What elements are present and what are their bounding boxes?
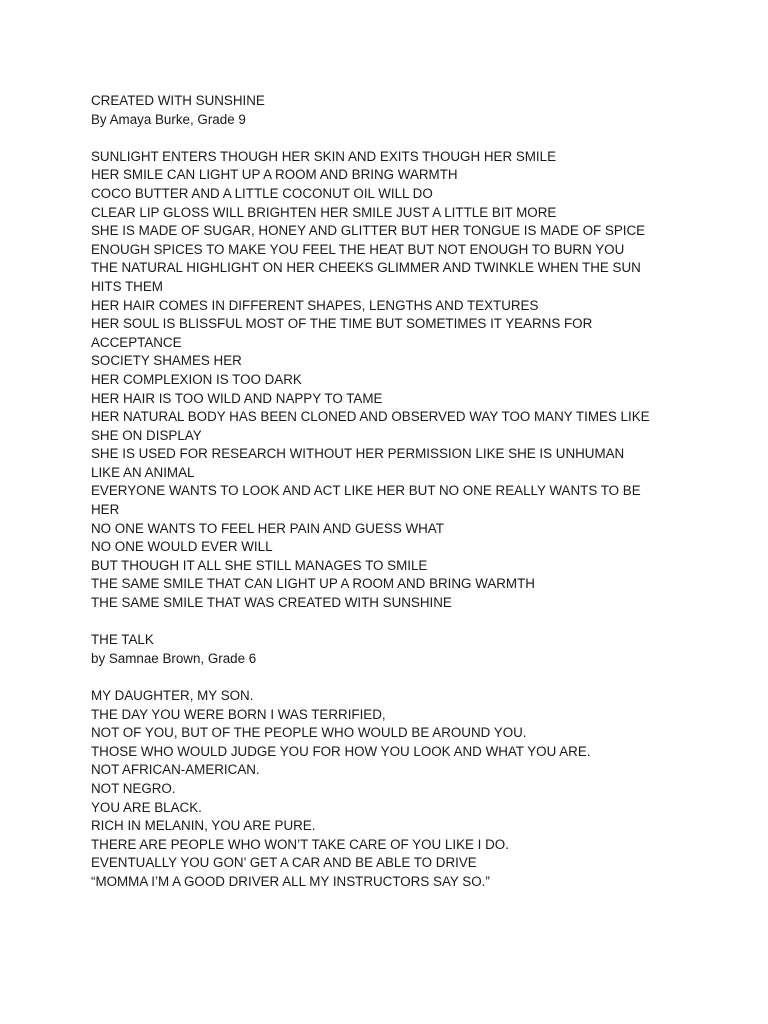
poem-line: HER HAIR IS TOO WILD AND NAPPY TO TAME (91, 390, 383, 406)
poem-line: COCO BUTTER AND A LITTLE COCONUT OIL WILL DO (91, 185, 433, 201)
poem-line: SHE IS MADE OF SUGAR, HONEY AND GLITTER BUT HER TONGUE IS MADE OF SPICE (91, 223, 646, 239)
poem-line: “MOMMA I’M A GOOD DRIVER ALL MY INSTRUCTORS SAY SO.” (91, 873, 490, 889)
poem-line: HER COMPLEXION IS TOO DARK (91, 371, 302, 387)
poem-title: CREATED WITH SUNSHINE (91, 93, 265, 108)
poem-line: HER HAIR COMES IN DIFFERENT SHAPES, LENGTHS AND TEXTURES (91, 297, 539, 313)
poem-line: HER NATURAL BODY HAS BEEN CLONED AND OBSERVED WAY TOO MANY TIMES LIKE (91, 409, 650, 425)
poem-line: HER SOUL IS BLISSFUL MOST OF THE TIME BUT SOMETIMES IT YEARNS FOR (91, 316, 593, 332)
poem-line: EVENTUALLY YOU GON’ GET A CAR AND BE ABLE TO DRIVE (91, 855, 477, 871)
poem-created-with-sunshine (91, 92, 691, 613)
poem-line: EVERYONE WANTS TO LOOK AND ACT LIKE HER BUT NO ONE REALLY WANTS TO BE (91, 483, 641, 499)
poem-line: SHE ON DISPLAY (91, 427, 202, 443)
poem-line: SUNLIGHT ENTERS THOUGH HER SKIN AND EXITS THOUGH HER SMILE (91, 148, 557, 164)
poem-line: THERE ARE PEOPLE WHO WON’T TAKE CARE OF YOU LIKE I DO. (91, 836, 509, 852)
poem-line: YOU ARE BLACK. (91, 799, 202, 815)
stanza-gap (91, 668, 691, 687)
poem-line: THOSE WHO WOULD JUDGE YOU FOR HOW YOU LOOK AND WHAT YOU ARE. (91, 743, 591, 759)
poem-line: RICH IN MELANIN, YOU ARE PURE. (91, 818, 316, 834)
poem-line: ACCEPTANCE (91, 334, 182, 350)
poem-line: SHE IS USED FOR RESEARCH WITHOUT HER PERMISSION LIKE SHE IS UNHUMAN (91, 446, 625, 462)
poem-line: MY DAUGHTER, MY SON. (91, 688, 254, 703)
poem-byline: by Samnae Brown, Grade 6 (91, 650, 257, 666)
poem-line: CLEAR LIP GLOSS WILL BRIGHTEN HER SMILE JUST A LITTLE BIT MORE (91, 204, 557, 220)
poem-line: NOT AFRICAN-AMERICAN. (91, 762, 260, 778)
stanza-gap (91, 129, 691, 148)
poem-byline: By Amaya Burke, Grade 9 (91, 111, 246, 127)
poem-line: THE SAME SMILE THAT CAN LIGHT UP A ROOM AND BRING WARMTH (91, 576, 535, 592)
poem-line: THE DAY YOU WERE BORN I WAS TERRIFIED, (91, 706, 386, 722)
poem-title: THE TALK (91, 632, 154, 648)
poem-line: NO ONE WANTS TO FEEL HER PAIN AND GUESS WHAT (91, 520, 444, 536)
poem-line: NOT NEGRO. (91, 780, 176, 796)
poem-line: BUT THOUGH IT ALL SHE STILL MANAGES TO SMILE (91, 557, 428, 573)
poem-line: THE NATURAL HIGHLIGHT ON HER CHEEKS GLIMMER AND TWINKLE WHEN THE SUN (91, 260, 641, 276)
poem-line: HER SMILE CAN LIGHT UP A ROOM AND BRING WARMTH (91, 167, 458, 183)
poem-separator (91, 613, 691, 632)
poem-line: NOT OF YOU, BUT OF THE PEOPLE WHO WOULD BE AROUND YOU. (91, 725, 527, 741)
poem-line: HER (91, 502, 120, 518)
poem-line: SOCIETY SHAMES HER (91, 353, 242, 369)
poem-line: LIKE AN ANIMAL (91, 464, 195, 480)
poem-line: ENOUGH SPICES TO MAKE YOU FEEL THE HEAT BUT NOT ENOUGH TO BURN YOU (91, 241, 625, 257)
document-body (91, 92, 691, 892)
poem-line: NO ONE WOULD EVER WILL (91, 539, 273, 555)
poem-line: THE SAME SMILE THAT WAS CREATED WITH SUNSHINE (91, 595, 452, 611)
poem-line: HITS THEM (91, 278, 163, 294)
poem-the-talk (91, 631, 691, 891)
